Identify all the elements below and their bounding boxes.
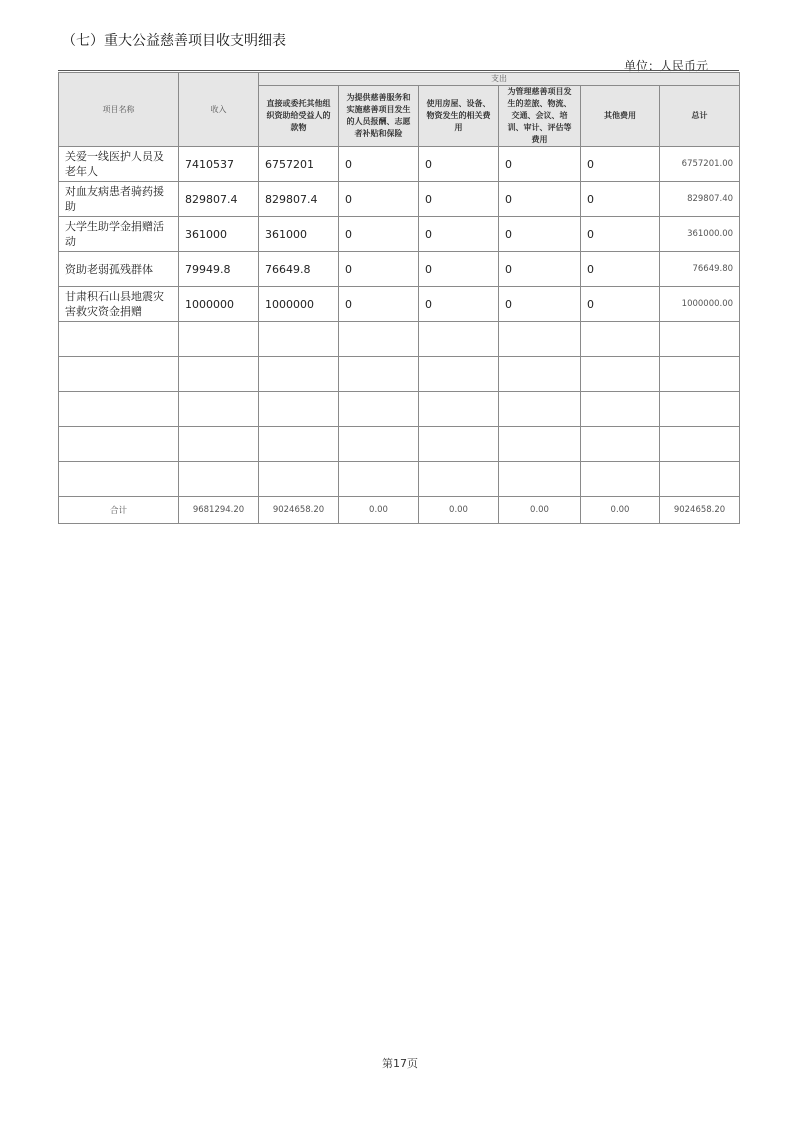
header-expenditure: 支出 <box>259 73 740 86</box>
direct-aid-cell: 6757201 <box>259 147 339 182</box>
other-cell: 0 <box>581 287 660 322</box>
facility-cell: 0 <box>419 182 499 217</box>
empty-row <box>59 392 740 427</box>
personnel-cell: 0 <box>339 182 419 217</box>
table-row <box>59 147 740 182</box>
header-income: 收入 <box>179 73 259 147</box>
personnel-cell: 0 <box>339 217 419 252</box>
direct-aid-cell: 829807.4 <box>259 182 339 217</box>
total-cell: 361000.00 <box>660 217 740 252</box>
totals-income: 9681294.20 <box>179 497 259 524</box>
totals-row <box>59 497 740 524</box>
table-row <box>59 217 740 252</box>
project-name-cell: 关爱一线医护人员及老年人 <box>59 147 179 182</box>
totals-other: 0.00 <box>581 497 660 524</box>
totals-personnel: 0.00 <box>339 497 419 524</box>
totals-management: 0.00 <box>499 497 581 524</box>
empty-row <box>59 462 740 497</box>
table-row <box>59 252 740 287</box>
direct-aid-cell: 1000000 <box>259 287 339 322</box>
other-cell: 0 <box>581 147 660 182</box>
facility-cell: 0 <box>419 252 499 287</box>
other-cell: 0 <box>581 182 660 217</box>
project-name-cell: 资助老弱孤残群体 <box>59 252 179 287</box>
management-cell: 0 <box>499 182 581 217</box>
management-cell: 0 <box>499 287 581 322</box>
management-cell: 0 <box>499 217 581 252</box>
management-cell: 0 <box>499 252 581 287</box>
direct-aid-cell: 76649.8 <box>259 252 339 287</box>
project-name-cell: 甘肃积石山县地震灾害救灾资金捐赠 <box>59 287 179 322</box>
header-direct-aid: 直接或委托其他组织资助给受益人的款物 <box>259 86 339 147</box>
table-totals <box>59 497 740 524</box>
totals-label: 合计 <box>59 497 179 524</box>
header-management: 为管理慈善项目发生的差旅、物流、交通、会议、培训、审计、评估等费用 <box>499 86 581 147</box>
table-row <box>59 182 740 217</box>
personnel-cell: 0 <box>339 147 419 182</box>
total-cell: 829807.40 <box>660 182 740 217</box>
management-cell: 0 <box>499 147 581 182</box>
header-rule <box>58 70 739 71</box>
direct-aid-cell: 361000 <box>259 217 339 252</box>
page-title: （七）重大公益慈善项目收支明细表 <box>62 33 286 49</box>
table-header <box>59 73 740 147</box>
table-body <box>59 147 740 497</box>
total-cell: 76649.80 <box>660 252 740 287</box>
project-name-cell: 对血友病患者骑药援助 <box>59 182 179 217</box>
totals-direct-aid: 9024658.20 <box>259 497 339 524</box>
totals-facility: 0.00 <box>419 497 499 524</box>
total-cell: 6757201.00 <box>660 147 740 182</box>
page-number: 第17页 <box>382 1057 418 1070</box>
empty-row <box>59 427 740 462</box>
header-total: 总计 <box>660 86 740 147</box>
facility-cell: 0 <box>419 147 499 182</box>
income-cell: 829807.4 <box>179 182 259 217</box>
totals-total: 9024658.20 <box>660 497 740 524</box>
header-other: 其他费用 <box>581 86 660 147</box>
empty-row <box>59 357 740 392</box>
personnel-cell: 0 <box>339 252 419 287</box>
total-cell: 1000000.00 <box>660 287 740 322</box>
other-cell: 0 <box>581 252 660 287</box>
empty-row <box>59 322 740 357</box>
header-facility: 使用房屋、设备、物资发生的相关费用 <box>419 86 499 147</box>
income-cell: 7410537 <box>179 147 259 182</box>
facility-cell: 0 <box>419 287 499 322</box>
facility-cell: 0 <box>419 217 499 252</box>
header-personnel: 为提供慈善服务和实施慈善项目发生的人员报酬、志愿者补贴和保险 <box>339 86 419 147</box>
other-cell: 0 <box>581 217 660 252</box>
header-project-name: 项目名称 <box>59 73 179 147</box>
personnel-cell: 0 <box>339 287 419 322</box>
charity-project-table <box>58 72 740 524</box>
income-cell: 79949.8 <box>179 252 259 287</box>
table-row <box>59 287 740 322</box>
income-cell: 1000000 <box>179 287 259 322</box>
project-name-cell: 大学生助学金捐赠活动 <box>59 217 179 252</box>
income-cell: 361000 <box>179 217 259 252</box>
currency-unit-label: 单位：人民币元 <box>623 59 708 73</box>
